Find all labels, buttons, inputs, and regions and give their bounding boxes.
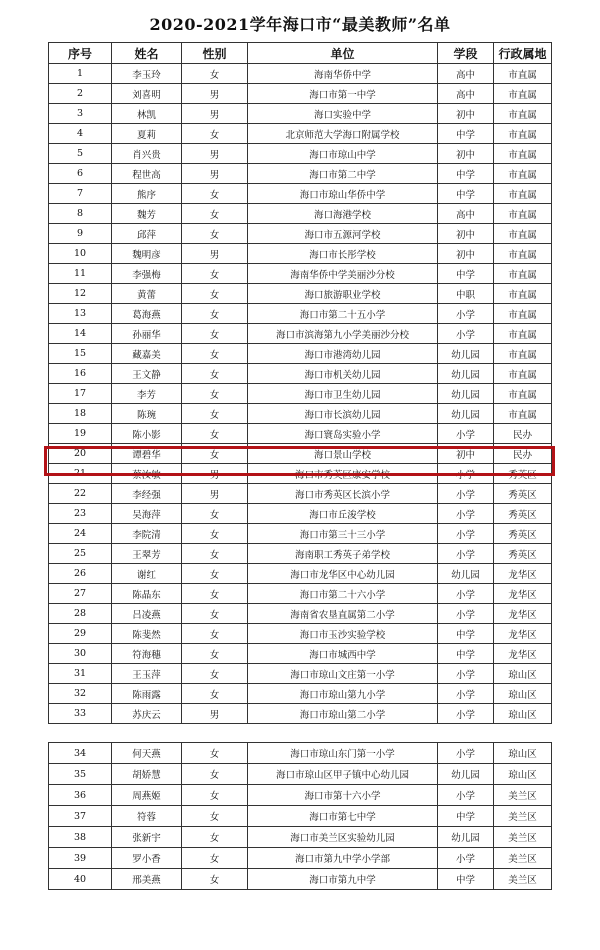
cell-gender: 女 xyxy=(182,848,248,869)
cell-unit: 海口市第二十五小学 xyxy=(248,304,438,324)
cell-name: 李经强 xyxy=(112,484,182,504)
cell-district: 龙华区 xyxy=(494,644,552,664)
cell-gender: 女 xyxy=(182,64,248,84)
cell-stage: 小学 xyxy=(438,424,494,444)
cell-stage: 中学 xyxy=(438,264,494,284)
cell-stage: 中学 xyxy=(438,624,494,644)
cell-unit: 海口市第九中学小学部 xyxy=(248,848,438,869)
cell-stage: 幼儿园 xyxy=(438,404,494,424)
table-row xyxy=(49,84,552,104)
cell-index: 4 xyxy=(49,124,112,144)
table-row xyxy=(49,244,552,264)
cell-index: 11 xyxy=(49,264,112,284)
cell-district: 市直属 xyxy=(494,164,552,184)
table-row xyxy=(49,504,552,524)
table-header-row xyxy=(49,43,552,64)
header-name: 姓名 xyxy=(112,43,182,64)
cell-unit: 海口寰岛实验小学 xyxy=(248,424,438,444)
cell-unit: 海南华侨中学 xyxy=(248,64,438,84)
cell-gender: 女 xyxy=(182,264,248,284)
cell-index: 26 xyxy=(49,564,112,584)
cell-unit: 海口市机关幼儿园 xyxy=(248,364,438,384)
cell-name: 刘喜明 xyxy=(112,84,182,104)
cell-district: 市直属 xyxy=(494,104,552,124)
cell-district: 琼山区 xyxy=(494,684,552,704)
cell-name: 李玉玲 xyxy=(112,64,182,84)
table-row xyxy=(49,827,552,848)
cell-unit: 海口市滨海第九小学美丽沙分校 xyxy=(248,324,438,344)
table-row xyxy=(49,264,552,284)
cell-index: 15 xyxy=(49,344,112,364)
cell-stage: 小学 xyxy=(438,785,494,806)
cell-index: 27 xyxy=(49,584,112,604)
cell-stage: 初中 xyxy=(438,224,494,244)
cell-index: 38 xyxy=(49,827,112,848)
cell-name: 李芳 xyxy=(112,384,182,404)
cell-stage: 中学 xyxy=(438,184,494,204)
cell-name: 吕凌燕 xyxy=(112,604,182,624)
cell-index: 13 xyxy=(49,304,112,324)
cell-name: 陈斐然 xyxy=(112,624,182,644)
cell-stage: 幼儿园 xyxy=(438,384,494,404)
teacher-list-table-continued xyxy=(48,742,552,890)
cell-district: 市直属 xyxy=(494,364,552,384)
table-row xyxy=(49,144,552,164)
table-row xyxy=(49,204,552,224)
cell-index: 8 xyxy=(49,204,112,224)
cell-district: 秀英区 xyxy=(494,524,552,544)
cell-stage: 幼儿园 xyxy=(438,564,494,584)
cell-district: 美兰区 xyxy=(494,827,552,848)
table-row xyxy=(49,344,552,364)
cell-gender: 女 xyxy=(182,664,248,684)
table-row xyxy=(49,869,552,890)
cell-district: 市直属 xyxy=(494,224,552,244)
cell-unit: 海口市第一中学 xyxy=(248,84,438,104)
cell-gender: 女 xyxy=(182,364,248,384)
cell-stage: 小学 xyxy=(438,604,494,624)
cell-gender: 女 xyxy=(182,204,248,224)
cell-index: 29 xyxy=(49,624,112,644)
cell-stage: 小学 xyxy=(438,704,494,724)
header-unit: 单位 xyxy=(248,43,438,64)
table-row xyxy=(49,764,552,785)
cell-district: 市直属 xyxy=(494,64,552,84)
cell-index: 9 xyxy=(49,224,112,244)
cell-unit: 海口市卫生幼儿园 xyxy=(248,384,438,404)
cell-name: 王翠芳 xyxy=(112,544,182,564)
table-row xyxy=(49,564,552,584)
cell-gender: 女 xyxy=(182,644,248,664)
cell-district: 秀英区 xyxy=(494,504,552,524)
cell-stage: 高中 xyxy=(438,84,494,104)
cell-index: 5 xyxy=(49,144,112,164)
cell-index: 6 xyxy=(49,164,112,184)
table-row xyxy=(49,404,552,424)
cell-gender: 女 xyxy=(182,424,248,444)
cell-gender: 女 xyxy=(182,304,248,324)
table-row xyxy=(49,104,552,124)
table-row xyxy=(49,664,552,684)
cell-district: 市直属 xyxy=(494,384,552,404)
cell-name: 胡娇慧 xyxy=(112,764,182,785)
table-row xyxy=(49,184,552,204)
cell-unit: 海口景山学校 xyxy=(248,444,438,464)
cell-gender: 女 xyxy=(182,604,248,624)
cell-district: 秀英区 xyxy=(494,544,552,564)
cell-name: 林凯 xyxy=(112,104,182,124)
cell-district: 琼山区 xyxy=(494,664,552,684)
cell-unit: 海口市城西中学 xyxy=(248,644,438,664)
cell-district: 市直属 xyxy=(494,244,552,264)
cell-district: 秀英区 xyxy=(494,464,552,484)
cell-stage: 幼儿园 xyxy=(438,827,494,848)
cell-index: 30 xyxy=(49,644,112,664)
cell-gender: 男 xyxy=(182,244,248,264)
cell-name: 孙丽华 xyxy=(112,324,182,344)
cell-index: 19 xyxy=(49,424,112,444)
table-row xyxy=(49,604,552,624)
cell-gender: 女 xyxy=(182,564,248,584)
table-row xyxy=(49,64,552,84)
cell-index: 21 xyxy=(49,464,112,484)
cell-name: 吴海萍 xyxy=(112,504,182,524)
table-row xyxy=(49,785,552,806)
cell-name: 王玉萍 xyxy=(112,664,182,684)
cell-unit: 海口市琼山第九小学 xyxy=(248,684,438,704)
cell-gender: 女 xyxy=(182,785,248,806)
cell-name: 熊序 xyxy=(112,184,182,204)
cell-stage: 中学 xyxy=(438,869,494,890)
cell-stage: 中学 xyxy=(438,644,494,664)
cell-stage: 小学 xyxy=(438,584,494,604)
table-row xyxy=(49,704,552,724)
cell-name: 魏芳 xyxy=(112,204,182,224)
cell-stage: 中职 xyxy=(438,284,494,304)
cell-unit: 海口市第二中学 xyxy=(248,164,438,184)
header-stage: 学段 xyxy=(438,43,494,64)
cell-unit: 海口市第十六小学 xyxy=(248,785,438,806)
table-row xyxy=(49,224,552,244)
cell-district: 美兰区 xyxy=(494,869,552,890)
cell-index: 28 xyxy=(49,604,112,624)
cell-district: 市直属 xyxy=(494,144,552,164)
cell-gender: 男 xyxy=(182,84,248,104)
cell-name: 陈晶东 xyxy=(112,584,182,604)
cell-gender: 女 xyxy=(182,344,248,364)
cell-gender: 女 xyxy=(182,184,248,204)
header-gender: 性别 xyxy=(182,43,248,64)
cell-stage: 中学 xyxy=(438,124,494,144)
cell-name: 邢美燕 xyxy=(112,869,182,890)
cell-index: 23 xyxy=(49,504,112,524)
cell-district: 市直属 xyxy=(494,324,552,344)
cell-gender: 女 xyxy=(182,284,248,304)
cell-gender: 女 xyxy=(182,827,248,848)
cell-index: 36 xyxy=(49,785,112,806)
table-row xyxy=(49,524,552,544)
table-row xyxy=(49,848,552,869)
cell-name: 陈琬 xyxy=(112,404,182,424)
cell-unit: 海口市玉沙实验学校 xyxy=(248,624,438,644)
cell-unit: 海口市琼山中学 xyxy=(248,144,438,164)
cell-district: 龙华区 xyxy=(494,584,552,604)
table-row xyxy=(49,624,552,644)
cell-name: 李院清 xyxy=(112,524,182,544)
cell-stage: 小学 xyxy=(438,684,494,704)
cell-district: 美兰区 xyxy=(494,806,552,827)
cell-gender: 男 xyxy=(182,484,248,504)
cell-unit: 海口市长彤学校 xyxy=(248,244,438,264)
cell-name: 黄蕾 xyxy=(112,284,182,304)
cell-index: 25 xyxy=(49,544,112,564)
cell-unit: 海口市港湾幼儿园 xyxy=(248,344,438,364)
cell-stage: 小学 xyxy=(438,664,494,684)
cell-stage: 小学 xyxy=(438,524,494,544)
cell-unit: 海口市琼山区甲子镇中心幼儿园 xyxy=(248,764,438,785)
cell-unit: 海口市五源河学校 xyxy=(248,224,438,244)
cell-unit: 海口市秀英区康安学校 xyxy=(248,464,438,484)
cell-unit: 海口市第三十三小学 xyxy=(248,524,438,544)
teacher-list-table xyxy=(48,42,552,724)
table-row xyxy=(49,384,552,404)
table-row xyxy=(49,164,552,184)
cell-index: 22 xyxy=(49,484,112,504)
cell-index: 35 xyxy=(49,764,112,785)
cell-gender: 男 xyxy=(182,464,248,484)
cell-unit: 海口市第二十六小学 xyxy=(248,584,438,604)
cell-stage: 初中 xyxy=(438,144,494,164)
cell-gender: 女 xyxy=(182,384,248,404)
table-row xyxy=(49,304,552,324)
cell-district: 美兰区 xyxy=(494,785,552,806)
cell-name: 葛海燕 xyxy=(112,304,182,324)
cell-name: 罗小香 xyxy=(112,848,182,869)
cell-gender: 女 xyxy=(182,743,248,764)
cell-district: 美兰区 xyxy=(494,848,552,869)
cell-district: 市直属 xyxy=(494,84,552,104)
cell-name: 邱萍 xyxy=(112,224,182,244)
cell-stage: 初中 xyxy=(438,444,494,464)
cell-gender: 女 xyxy=(182,869,248,890)
table-row xyxy=(49,124,552,144)
cell-district: 龙华区 xyxy=(494,564,552,584)
cell-index: 24 xyxy=(49,524,112,544)
cell-index: 7 xyxy=(49,184,112,204)
cell-index: 20 xyxy=(49,444,112,464)
table-row xyxy=(49,644,552,664)
cell-district: 市直属 xyxy=(494,184,552,204)
cell-stage: 幼儿园 xyxy=(438,364,494,384)
cell-gender: 女 xyxy=(182,404,248,424)
cell-district: 民办 xyxy=(494,444,552,464)
cell-unit: 海口旅游职业学校 xyxy=(248,284,438,304)
table-row xyxy=(49,743,552,764)
table-row xyxy=(49,424,552,444)
cell-index: 10 xyxy=(49,244,112,264)
cell-name: 蔡汝敏 xyxy=(112,464,182,484)
cell-unit: 海口市第七中学 xyxy=(248,806,438,827)
cell-gender: 女 xyxy=(182,544,248,564)
cell-stage: 幼儿园 xyxy=(438,344,494,364)
cell-district: 琼山区 xyxy=(494,764,552,785)
cell-name: 陈小影 xyxy=(112,424,182,444)
cell-district: 民办 xyxy=(494,424,552,444)
table-row xyxy=(49,364,552,384)
cell-name: 王文静 xyxy=(112,364,182,384)
cell-index: 1 xyxy=(49,64,112,84)
cell-stage: 小学 xyxy=(438,324,494,344)
cell-district: 市直属 xyxy=(494,204,552,224)
table-row xyxy=(49,324,552,344)
header-index: 序号 xyxy=(49,43,112,64)
cell-unit: 海口市美兰区实验幼儿园 xyxy=(248,827,438,848)
cell-gender: 女 xyxy=(182,324,248,344)
cell-unit: 海口市琼山第二小学 xyxy=(248,704,438,724)
cell-index: 39 xyxy=(49,848,112,869)
cell-unit: 海南省农垦直属第二小学 xyxy=(248,604,438,624)
cell-unit: 海口市长滨幼儿园 xyxy=(248,404,438,424)
cell-name: 程世高 xyxy=(112,164,182,184)
cell-name: 张新宇 xyxy=(112,827,182,848)
table-row xyxy=(49,484,552,504)
cell-index: 14 xyxy=(49,324,112,344)
cell-stage: 小学 xyxy=(438,743,494,764)
cell-district: 秀英区 xyxy=(494,484,552,504)
cell-stage: 中学 xyxy=(438,164,494,184)
cell-index: 34 xyxy=(49,743,112,764)
cell-unit: 海口市琼山东门第一小学 xyxy=(248,743,438,764)
cell-index: 18 xyxy=(49,404,112,424)
cell-stage: 初中 xyxy=(438,244,494,264)
cell-name: 魏明彦 xyxy=(112,244,182,264)
cell-name: 符蓉 xyxy=(112,806,182,827)
cell-gender: 女 xyxy=(182,124,248,144)
cell-gender: 女 xyxy=(182,764,248,785)
cell-name: 夏莉 xyxy=(112,124,182,144)
table-row xyxy=(49,284,552,304)
cell-name: 周燕姬 xyxy=(112,785,182,806)
cell-stage: 高中 xyxy=(438,64,494,84)
cell-stage: 小学 xyxy=(438,304,494,324)
cell-name: 何天燕 xyxy=(112,743,182,764)
cell-name: 符海穗 xyxy=(112,644,182,664)
cell-stage: 幼儿园 xyxy=(438,764,494,785)
cell-stage: 小学 xyxy=(438,544,494,564)
cell-unit: 海口市琼山华侨中学 xyxy=(248,184,438,204)
cell-gender: 女 xyxy=(182,444,248,464)
cell-stage: 初中 xyxy=(438,104,494,124)
cell-stage: 小学 xyxy=(438,504,494,524)
cell-district: 琼山区 xyxy=(494,704,552,724)
cell-district: 市直属 xyxy=(494,344,552,364)
cell-name: 苏庆云 xyxy=(112,704,182,724)
cell-index: 3 xyxy=(49,104,112,124)
cell-stage: 高中 xyxy=(438,204,494,224)
cell-unit: 北京师范大学海口附属学校 xyxy=(248,124,438,144)
cell-unit: 海口市第九中学 xyxy=(248,869,438,890)
cell-index: 40 xyxy=(49,869,112,890)
cell-gender: 男 xyxy=(182,704,248,724)
cell-unit: 海南职工秀英子弟学校 xyxy=(248,544,438,564)
cell-district: 龙华区 xyxy=(494,624,552,644)
cell-index: 17 xyxy=(49,384,112,404)
table-row xyxy=(49,584,552,604)
cell-gender: 女 xyxy=(182,524,248,544)
cell-unit: 海口实验中学 xyxy=(248,104,438,124)
cell-unit: 海口市秀英区长滨小学 xyxy=(248,484,438,504)
cell-index: 32 xyxy=(49,684,112,704)
table-row xyxy=(49,544,552,564)
cell-district: 市直属 xyxy=(494,124,552,144)
cell-gender: 女 xyxy=(182,684,248,704)
cell-name: 藏嘉美 xyxy=(112,344,182,364)
cell-stage: 小学 xyxy=(438,484,494,504)
cell-district: 市直属 xyxy=(494,304,552,324)
cell-unit: 海口海港学校 xyxy=(248,204,438,224)
cell-gender: 男 xyxy=(182,164,248,184)
cell-unit: 海口市丘浚学校 xyxy=(248,504,438,524)
cell-stage: 小学 xyxy=(438,464,494,484)
cell-district: 龙华区 xyxy=(494,604,552,624)
table-row xyxy=(49,806,552,827)
header-district: 行政属地 xyxy=(494,43,552,64)
cell-unit: 海南华侨中学美丽沙分校 xyxy=(248,264,438,284)
cell-stage: 小学 xyxy=(438,848,494,869)
cell-name: 谢红 xyxy=(112,564,182,584)
cell-gender: 女 xyxy=(182,224,248,244)
cell-unit: 海口市琼山文庄第一小学 xyxy=(248,664,438,684)
cell-gender: 女 xyxy=(182,806,248,827)
cell-index: 31 xyxy=(49,664,112,684)
cell-district: 琼山区 xyxy=(494,743,552,764)
cell-gender: 女 xyxy=(182,624,248,644)
table-row xyxy=(49,684,552,704)
cell-unit: 海口市龙华区中心幼儿园 xyxy=(248,564,438,584)
cell-district: 市直属 xyxy=(494,264,552,284)
cell-gender: 男 xyxy=(182,104,248,124)
cell-index: 16 xyxy=(49,364,112,384)
cell-name: 李强梅 xyxy=(112,264,182,284)
cell-stage: 中学 xyxy=(438,806,494,827)
cell-gender: 男 xyxy=(182,144,248,164)
cell-gender: 女 xyxy=(182,584,248,604)
cell-name: 肖兴贵 xyxy=(112,144,182,164)
cell-index: 33 xyxy=(49,704,112,724)
cell-district: 市直属 xyxy=(494,284,552,304)
page-title: 2020-2021学年海口市“最美教师”名单 xyxy=(149,15,451,34)
cell-name: 谭碧华 xyxy=(112,444,182,464)
cell-district: 市直属 xyxy=(494,404,552,424)
cell-index: 2 xyxy=(49,84,112,104)
cell-gender: 女 xyxy=(182,504,248,524)
cell-name: 陈雨露 xyxy=(112,684,182,704)
highlight-box-row-20 xyxy=(44,446,555,476)
cell-index: 12 xyxy=(49,284,112,304)
cell-index: 37 xyxy=(49,806,112,827)
